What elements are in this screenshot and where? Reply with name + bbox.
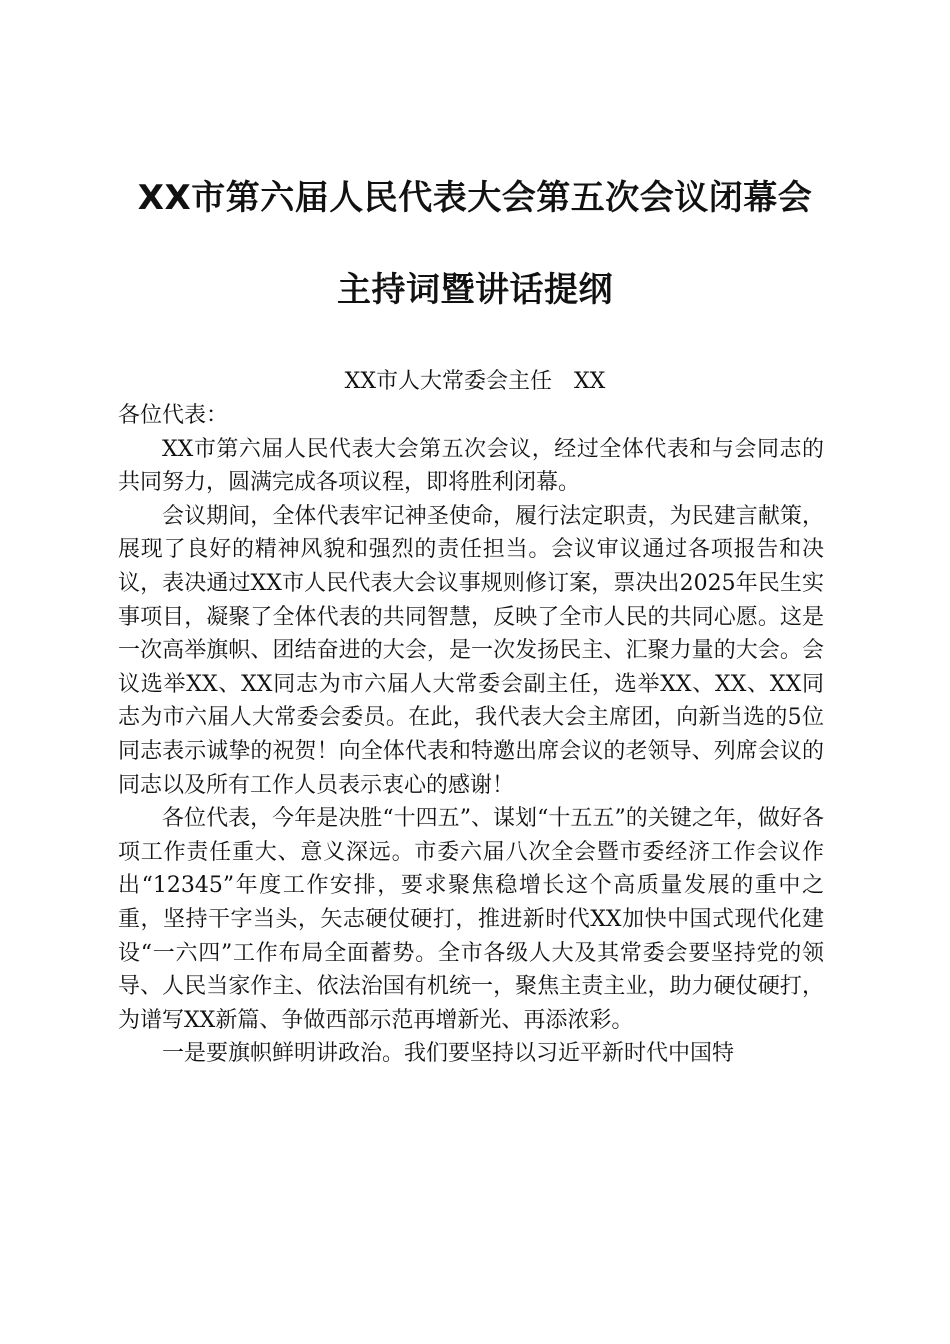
- paragraph: 各位代表，今年是决胜“十四五”、谋划“十五五”的关键之年，做好各项工作责任重大、意义深远。市委六届八次全会暨市委经济工作会议作出“12345”年度工作安排，要求聚焦稳增长这个高质量发展的重中之重，坚持干字当头，矢志硬仗硬打，推进新时代XX加快中国式现代化建设“一六四”工作布局全面蓄势。全市各级人大及其常委会要坚持党的领导、人民当家作主、依法治国有机统一，聚焦主责主业，助力硬仗硬打，为谱写XX新篇、争做西部示范再增新光、再添浓彩。: [118, 806, 824, 1033]
- salutation: 各位代表：: [118, 403, 229, 428]
- document-title-line-2: 主持词暨讲话提纲: [337, 270, 613, 310]
- document-title-line-1: XX市第六届人民代表大会第五次会议闭幕会: [137, 178, 813, 218]
- paragraph: XX市第六届人民代表大会第五次会议，经过全体代表和与会同志的共同努力，圆满完成各项议程，即将胜利闭幕。: [118, 436, 824, 496]
- paragraph: 一是要旗帜鲜明讲政治。我们要坚持以习近平新时代中国特: [162, 1041, 735, 1067]
- paragraph: 会议期间，全体代表牢记神圣使命，履行法定职责，为民建言献策，展现了良好的精神风貌和强烈的责任担当。会议审议通过各项报告和决议，表决通过XX市人民代表大会议事规则修订案，票决出2025年民生实事项目，凝聚了全体代表的共同智慧，反映了全市人民的共同心愿。这是一次高举旗帜、团结奋进的大会，是一次发扬民主、汇聚力量的大会。会议选举XX、XX同志为市六届人大常委会副主任，选举XX、XX、XX同志为市六届人大常委会委员。在此，我代表大会主席团，向新当选的5位同志表示诚挚的祝贺！向全体代表和特邀出席会议的老领导、列席会议的同志以及所有工作人员表示衷心的感谢！: [118, 503, 824, 798]
- document-body: [118, 399, 824, 1071]
- document-author: XX市人大常委会主任 XX: [344, 369, 606, 394]
